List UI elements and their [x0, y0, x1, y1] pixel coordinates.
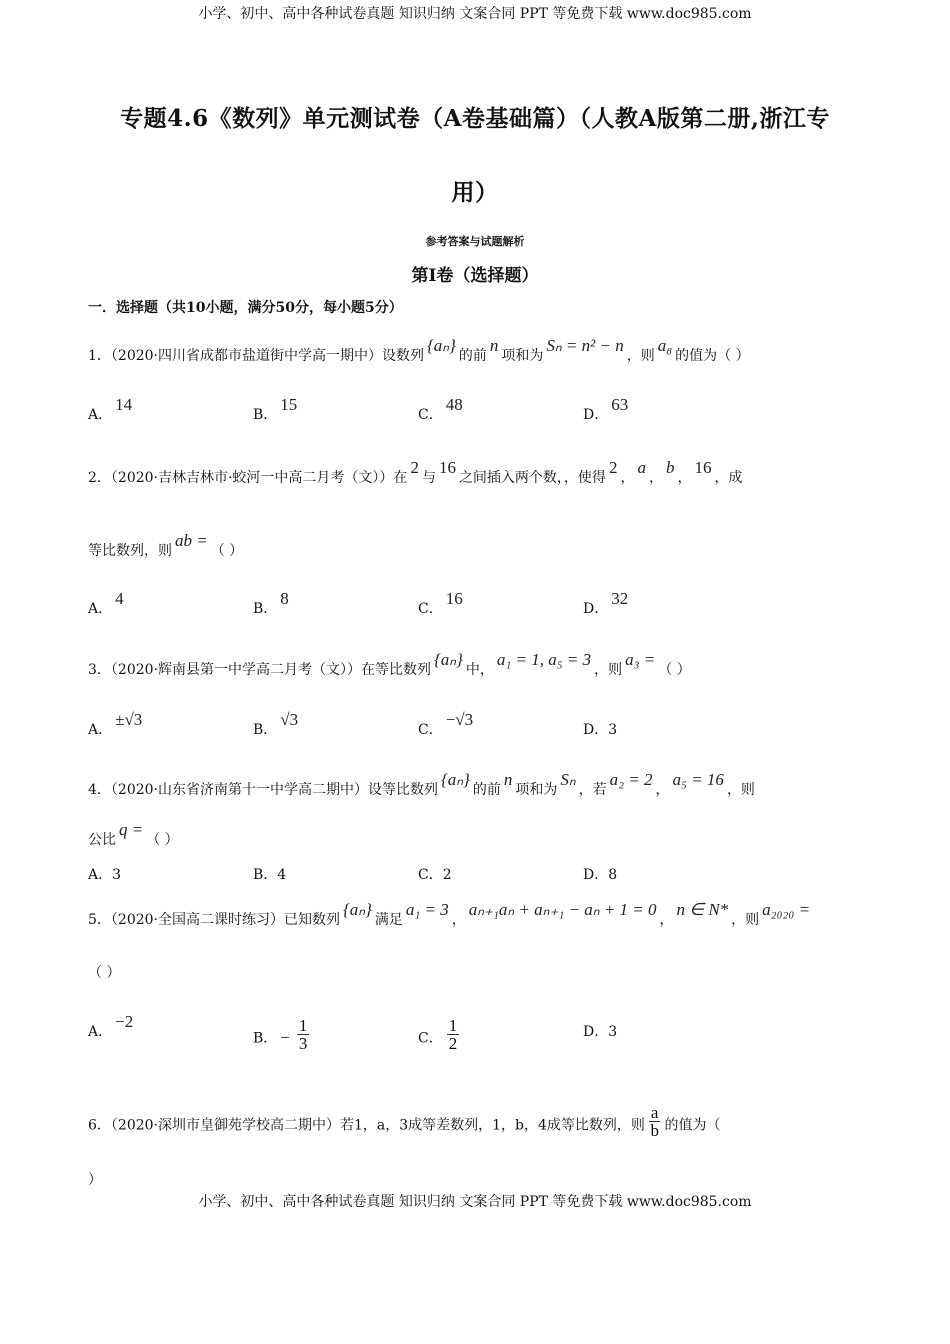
math-expression: n: [503, 770, 513, 789]
math-sign: −: [280, 1027, 290, 1047]
text-segment: 4．（2020·山东省济南第十一中学高二期中）设等比数列: [88, 782, 438, 798]
question-4-option-d: [583, 864, 617, 884]
math-number: 32: [611, 589, 629, 608]
math-expression: {aₙ}: [434, 650, 463, 669]
text-segment: 中，: [465, 662, 494, 678]
math-expression: aₙ₊₁aₙ + aₙ₊₁ − aₙ + 1 = 0: [468, 900, 657, 919]
question-2-option-a: [88, 589, 127, 618]
page-title-line2: 用）: [451, 179, 499, 206]
question-2-option-d: [583, 589, 631, 618]
text-segment: ，则: [594, 662, 623, 678]
question-1-option-a: [88, 395, 135, 424]
question-4-option-b: [253, 864, 286, 884]
text-segment: A．: [88, 407, 113, 423]
text-segment: 等比数列，则: [88, 543, 172, 559]
fraction-denominator: b: [650, 1121, 659, 1140]
fraction-numerator: 1: [448, 1016, 458, 1035]
fraction-denominator: 2: [448, 1034, 458, 1053]
math-number: 16: [694, 458, 712, 477]
text-segment: 的值为（: [664, 1117, 721, 1134]
math-number: 8: [280, 589, 289, 608]
math-number: 15: [280, 395, 298, 414]
page-footer: 小学、初中、高中各种试卷真题 知识归纳 文案合同 PPT 等免费下载 www.doc985.com: [198, 1194, 752, 1210]
text-segment: 3．（2020·辉南县第一中学高二月考（文））在等比数列: [88, 662, 431, 678]
text-segment: 的值为（ ）: [675, 348, 750, 364]
text-segment: ，成: [714, 470, 743, 486]
math-expression: a₃ =: [625, 650, 656, 669]
math-expression: a₂ = 2: [609, 770, 653, 789]
math-number: 48: [445, 395, 463, 414]
math-fraction: [297, 1017, 310, 1052]
math-number: 14: [115, 395, 133, 414]
text-segment: （ ）: [146, 832, 179, 848]
text-segment: ，: [620, 470, 635, 486]
math-expression: {aₙ}: [427, 336, 456, 355]
question-5-line-1: [88, 900, 813, 929]
text-segment: B．: [253, 1030, 278, 1047]
math-expression: a₂₀₂₀ =: [762, 900, 811, 919]
math-number: √3: [280, 710, 299, 729]
question-5-line-2: [88, 962, 120, 982]
fraction-denominator: 3: [298, 1034, 308, 1053]
subtitle: 参考答案与试题解析: [425, 235, 525, 248]
text-segment: 的前: [472, 782, 501, 798]
text-segment: A．: [88, 1024, 113, 1040]
question-5-option-b: [253, 1016, 313, 1056]
question-2-line-1: [88, 458, 743, 487]
question-4-line-1: [88, 770, 755, 799]
question-5-option-c: [418, 1016, 463, 1056]
math-expression: b: [665, 458, 675, 477]
text-segment: 与: [421, 470, 436, 486]
question-1-line-1: [88, 336, 750, 365]
math-fraction: [649, 1104, 661, 1139]
text-segment: 项和为: [501, 348, 544, 364]
math-expression: a₈: [657, 336, 673, 355]
question-4-line-2: [88, 820, 179, 849]
question-6-line-2: [88, 1169, 102, 1189]
math-expression: n ∈ N*: [676, 900, 729, 919]
page-header: 小学、初中、高中各种试卷真题 知识归纳 文案合同 PPT 等免费下载 www.doc985.com: [198, 6, 752, 22]
question-3-option-a: [88, 710, 145, 739]
page-title-line1: 专题4.6《数列》单元测试卷（A卷基础篇）（人教A版第二册,浙江专: [120, 105, 830, 132]
text-segment: A．3: [88, 867, 122, 883]
text-segment: C．: [418, 722, 443, 738]
text-segment: C．: [418, 1030, 443, 1047]
math-number: −√3: [445, 710, 474, 729]
question-5-option-d: [583, 1021, 617, 1041]
text-segment: C．: [418, 407, 443, 423]
text-segment: ）: [88, 1172, 102, 1188]
math-fraction: [447, 1017, 460, 1052]
fraction-numerator: a: [650, 1103, 659, 1122]
math-expression: {aₙ}: [441, 770, 470, 789]
volume-heading: 第Ⅰ卷（选择题）: [411, 266, 539, 286]
text-segment: B．4: [253, 867, 287, 883]
question-2-option-c: [418, 589, 466, 618]
math-number: 4: [115, 589, 124, 608]
text-segment: C．: [418, 601, 443, 617]
text-segment: ，则: [726, 782, 755, 798]
text-segment: 满足: [374, 912, 403, 928]
text-segment: （ ）: [658, 662, 691, 678]
text-segment: D．3: [583, 1024, 618, 1040]
text-segment: C．2: [418, 867, 452, 883]
question-3-option-c: [418, 710, 476, 739]
text-segment: 项和为: [515, 782, 558, 798]
text-segment: 之间插入两个数，，使得: [458, 470, 606, 486]
question-1-option-d: [583, 395, 631, 424]
text-segment: 的前: [458, 348, 487, 364]
text-segment: D．8: [583, 867, 618, 883]
text-segment: 1．（2020·四川省成都市盐道街中学高一期中）设数列: [88, 348, 424, 364]
text-segment: ，则: [731, 912, 760, 928]
math-expression: a₁ = 3: [405, 900, 449, 919]
math-number: 16: [445, 589, 463, 608]
text-segment: B．: [253, 601, 278, 617]
question-1-option-c: [418, 395, 466, 424]
question-2-line-2: [88, 531, 244, 560]
math-number: −2: [115, 1012, 134, 1031]
text-segment: 公比: [88, 832, 116, 848]
math-expression: {aₙ}: [343, 900, 372, 919]
text-segment: （ ）: [210, 543, 244, 559]
math-expression: a₅ = 16: [672, 770, 724, 789]
math-expression: ab =: [175, 531, 208, 550]
question-6-line-1: [88, 1103, 721, 1143]
text-segment: D．: [583, 601, 609, 617]
math-expression: a₁ = 1, a₅ = 3: [496, 650, 592, 669]
math-number: ±√3: [115, 710, 143, 729]
text-segment: ，则: [626, 348, 655, 364]
text-segment: 5．（2020·全国高二课时练习）已知数列: [88, 912, 340, 928]
text-segment: B．: [253, 722, 278, 738]
fraction-numerator: 1: [298, 1016, 308, 1035]
text-segment: A．: [88, 722, 113, 738]
text-segment: ，: [648, 470, 663, 486]
text-segment: D．: [583, 407, 609, 423]
math-number: 2: [410, 458, 419, 477]
text-segment: B．: [253, 407, 278, 423]
question-1-option-b: [253, 395, 300, 424]
math-expression: q =: [119, 820, 144, 839]
math-expression: Sₙ: [560, 770, 576, 789]
text-segment: ，: [451, 912, 466, 928]
math-number: 2: [608, 458, 618, 477]
text-segment: ，: [659, 912, 674, 928]
text-segment: 6．（2020·深圳市皇御苑学校高二期中）若1，a，3成等差数列，1，b，4成等比数列，则: [88, 1117, 645, 1134]
question-5-option-a: [88, 1012, 136, 1041]
math-number: 16: [438, 458, 456, 477]
text-segment: ，: [677, 470, 692, 486]
text-segment: ，若: [578, 782, 607, 798]
text-segment: ，: [655, 782, 670, 798]
question-3-option-b: [253, 710, 301, 739]
text-segment: A．: [88, 601, 113, 617]
math-expression: n: [489, 336, 499, 355]
math-expression: Sₙ = n² − n: [546, 336, 624, 355]
math-number: 63: [611, 395, 629, 414]
question-4-option-a: [88, 864, 121, 884]
question-4-option-c: [418, 864, 452, 884]
text-segment: （ ）: [88, 965, 121, 981]
section-heading: 一．选择题（共10小题，满分50分，每小题5分）: [88, 300, 403, 316]
question-2-option-b: [253, 589, 292, 618]
math-expression: a: [637, 458, 646, 477]
text-segment: D．3: [583, 722, 618, 738]
question-3-option-d: [583, 719, 617, 739]
text-segment: 2．（2020·吉林吉林市·蛟河一中高二月考（文））在: [88, 470, 408, 486]
question-3-line-1: [88, 650, 691, 679]
